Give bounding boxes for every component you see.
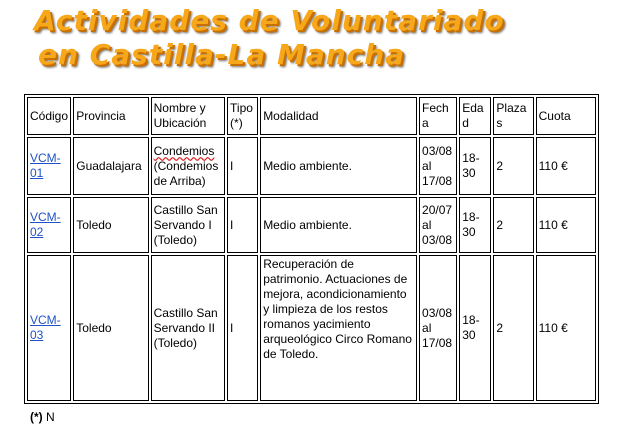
footnote-text: N xyxy=(46,410,55,424)
cell-provincia: Toledo xyxy=(73,255,148,401)
cell-modalidad: Medio ambiente. xyxy=(260,137,417,195)
header-modalidad: Modalidad xyxy=(260,97,417,135)
activity-code-link[interactable]: VCM-01 xyxy=(30,151,61,180)
cell-edad: 18-30 xyxy=(459,137,491,195)
cell-tipo: I xyxy=(227,255,258,401)
cell-cuota: 110 € xyxy=(536,197,596,253)
cell-tipo: I xyxy=(227,197,258,253)
cell-plazas: 2 xyxy=(493,197,533,253)
page-title-line-2: en Castilla-La Mancha xyxy=(38,38,406,71)
cell-fecha: 20/07 al 03/08 xyxy=(419,197,457,253)
cell-codigo xyxy=(27,255,71,401)
table-row xyxy=(27,137,596,195)
table-row xyxy=(27,197,596,253)
page-title-line-1: Actividades de Voluntariado xyxy=(34,4,505,37)
cell-cuota: 110 € xyxy=(536,255,596,401)
cell-modalidad: Medio ambiente. xyxy=(260,197,417,253)
cell-fecha: 03/08 al 17/08 xyxy=(419,255,457,401)
cell-codigo xyxy=(27,137,71,195)
table-header-row xyxy=(27,97,596,135)
footnote-mark: (*) xyxy=(30,410,43,424)
cell-provincia: Toledo xyxy=(73,197,148,253)
cell-tipo: I xyxy=(227,137,258,195)
cell-nombre: Castillo San Servando I (Toledo) xyxy=(151,197,225,253)
activity-code-link[interactable]: VCM-02 xyxy=(30,210,61,239)
header-codigo: Código xyxy=(27,97,71,135)
cell-edad: 18-30 xyxy=(459,255,491,401)
header-edad: Edad xyxy=(459,97,491,135)
cell-codigo xyxy=(27,197,71,253)
cell-edad: 18-30 xyxy=(459,197,491,253)
footnote xyxy=(30,410,55,424)
header-nombre: Nombre y Ubicación xyxy=(151,97,225,135)
nombre-part-a: Condemios xyxy=(153,143,215,158)
header-tipo: Tipo (*) xyxy=(227,97,258,135)
cell-plazas: 2 xyxy=(493,255,533,401)
header-fecha: Fecha xyxy=(419,97,457,135)
cell-provincia: Guadalajara xyxy=(73,137,148,195)
nombre-part-b: (Condemios de Arriba) xyxy=(153,158,219,188)
table-row xyxy=(27,255,596,401)
activity-code-link[interactable]: VCM-03 xyxy=(30,313,61,342)
header-plazas: Plazas xyxy=(493,97,533,135)
header-cuota: Cuota xyxy=(536,97,596,135)
cell-nombre xyxy=(151,137,225,195)
header-provincia: Provincia xyxy=(73,97,148,135)
cell-plazas: 2 xyxy=(493,137,533,195)
cell-fecha: 03/08 al 17/08 xyxy=(419,137,457,195)
cell-nombre: Castillo San Servando II (Toledo) xyxy=(151,255,225,401)
cell-cuota: 110 € xyxy=(536,137,596,195)
activities-table xyxy=(24,94,599,404)
cell-modalidad: Recuperación de patrimonio. Actuaciones de mejora, acondicionamiento y limpieza de los restos romanos yacimiento arqueológico Circo Romano de Toledo. xyxy=(260,255,417,401)
